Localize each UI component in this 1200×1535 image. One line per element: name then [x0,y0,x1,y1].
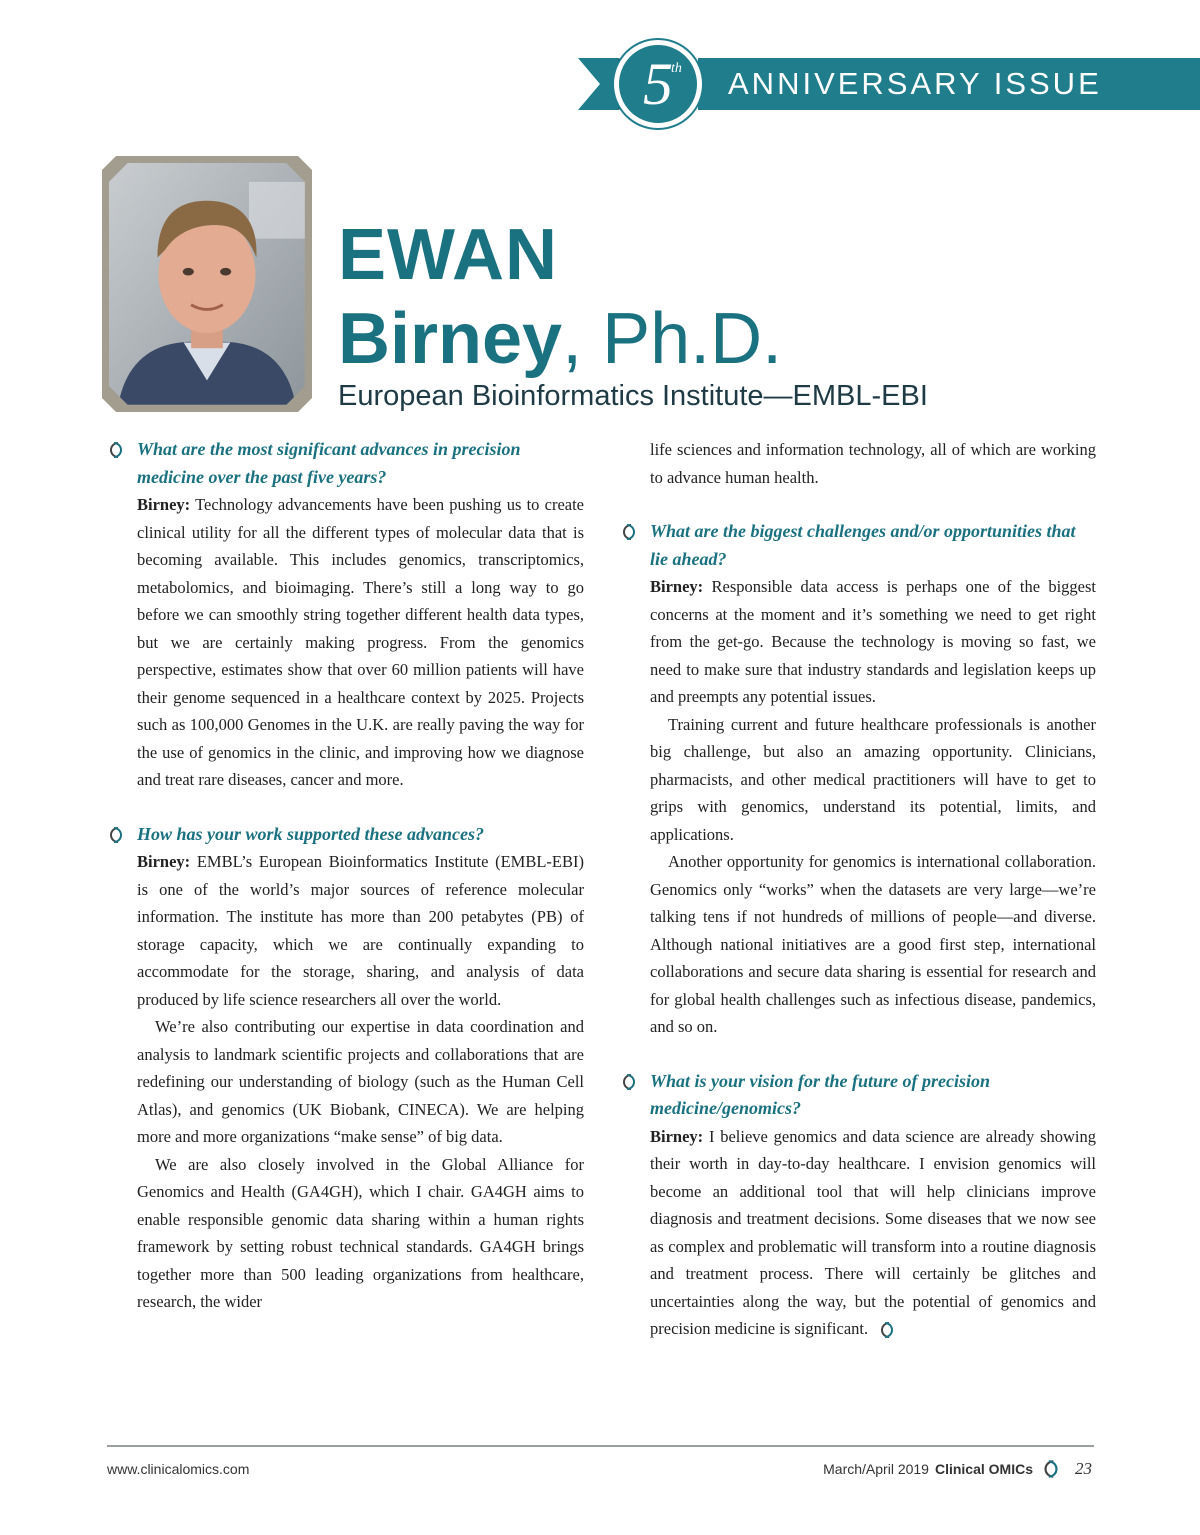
answer-3-paragraph-2: Training current and future healthcare professionals is another big challenge, but also an amazing opportunity. Clinicians, pharmacists, and other medical practitioners will have to get to grips with genomics, understand its potential, limits, and applications. [650,714,1096,844]
portrait-photo [102,156,312,412]
answer-1 [137,491,584,794]
interviewee-last-name: Birney [338,299,563,379]
speaker-label: Birney: [650,577,704,596]
issue-date: March/April 2019 [823,1461,929,1477]
article-column-left [137,436,584,1316]
answer-2-paragraph-3-continued: life sciences and information technology, all of which are working to advance human health. [650,440,1096,487]
anniversary-banner [578,40,1200,128]
anniversary-badge [614,40,702,128]
clinical-omics-logo-icon [618,522,640,542]
question-1-text: What are the most significant advances in precision medicine over the past five years? [137,439,521,487]
speaker-label: Birney: [650,1126,704,1146]
question-3-text: What are the biggest challenges and/or opportunities that lie ahead? [650,521,1076,569]
footer-url[interactable]: www.clinicalomics.com [107,1461,250,1477]
speaker-label: Birney: [137,852,191,871]
banner-title: ANNIVERSARY ISSUE [728,66,1102,101]
answer-2-paragraph-2: We’re also contributing our expertise in data coordination and analysis to landmark scientific projects and collaborations that are redefining our understanding of biology (such as the Human Cell Atlas), and genomics (UK Biobank, CINECA). We are helping more and more organizations “make sense” of big data. [137,1017,584,1146]
question-1 [137,436,584,491]
question-3 [650,518,1096,573]
answer-3-paragraph-3: Another opportunity for genomics is international collaboration. Genomics only “works” when the datasets are very large—we’re talking tens if not hundreds of millions of people—and diverse. Although national initiatives are a good first step, international collaborations and secure data sharing is essential for research and for global health challenges such as infectious disease, pandemics, and so on. [650,852,1096,1036]
anniversary-number: 5 [643,51,673,117]
clinical-omics-logo-icon [105,440,127,460]
interviewee-first-name: EWAN [338,215,558,295]
question-4 [650,1068,1096,1123]
answer-2-paragraph-3: We are also closely involved in the Global Alliance for Genomics and Health (GA4GH), which I chair. GA4GH aims to enable responsible genomic data sharing within a human rights framework by setting robust technical standards. GA4GH brings together more than 500 leading organizations from healthcare, research, the wider [137,1154,584,1311]
answer-4 [650,1123,1096,1343]
answer-3 [650,573,1096,711]
footer-info [823,1458,1092,1480]
answer-2 [137,848,584,1013]
footer-rule [107,1445,1094,1447]
speaker-label: Birney: [137,495,191,514]
answer-3-text: Responsible data access is perhaps one of the biggest concerns at the moment and it’s something we need to get right from the get-go. Because the technology is moving so fast, we need to make sure that industry standards and legislation keeps up and preempts any potential issues. [650,577,1097,706]
clinical-omics-logo-icon [105,825,127,845]
clinical-omics-logo-icon [876,1320,898,1340]
clinical-omics-logo-icon [618,1072,640,1092]
interviewee-affiliation: European Bioinformatics Institute—EMBL-EBI [338,380,928,412]
question-2 [137,821,584,849]
question-2-text: How has your work supported these advances? [137,823,485,844]
interviewee-name-line [338,298,782,380]
publication-name: Clinical OMICs [934,1461,1033,1477]
answer-4-text: I believe genomics and data science are already showing their worth in day-to-day healthcare. I envision genomics will become an additional tool that will help clinicians improve diagnosis and treatment decisions. Some diseases that we now see as complex and problematic will transform into a routine diagnosis and treatment process. There will certainly be glitches and uncertainties along the way, but the potential of genomics and precision medicine is significant. [650,1126,1096,1338]
anniversary-superscript: th [671,61,682,76]
article-column-right [650,436,1096,1343]
clinical-omics-logo-icon [1039,1458,1063,1480]
question-4-text: What is your vision for the future of precision medicine/genomics? [650,1070,991,1118]
page-number: 23 [1075,1459,1092,1478]
answer-2-text: EMBL’s European Bioinformatics Institute (EMBL-EBI) is one of the world’s major sources of reference molecular information. The institute has more than 200 petabytes (PB) of storage capacity, which we are continually expanding to accommodate for the storage, sharing, and analysis of data produced by life science researchers all over the world. [137,852,584,1009]
answer-1-text: Technology advancements have been pushing us to create clinical utility for all the different types of molecular data that is becoming available. This includes genomics, transcriptomics, metabolomics, and bioimaging. There’s still a long way to go before we can smoothly string together different health data types, but we are certainly making progress. From the genomics perspective, estimates show that over 60 million patients will have their genome sequenced in a healthcare context by 2025. Projects such as 100,000 Genomes in the U.K. are really paving the way for the use of genomics in the clinic, and improving how we diagnose and treat rare diseases, cancer and more. [137,495,585,789]
interviewee-credential: , Ph.D. [562,299,783,379]
